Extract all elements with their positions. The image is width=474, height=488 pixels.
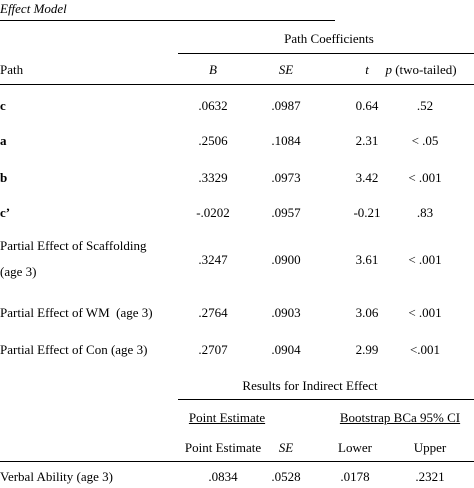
col-header-b: B bbox=[209, 62, 217, 77]
indirect-header-rule bbox=[0, 461, 474, 462]
row-path-label-cont: (age 3) bbox=[0, 264, 37, 279]
row-t-value: 3.06 bbox=[355, 305, 379, 320]
col-header-point-estimate: Point Estimate bbox=[184, 440, 262, 455]
col-header-se: SE bbox=[278, 62, 294, 77]
row-b-value: .2506 bbox=[198, 133, 228, 148]
col-header-upper: Upper bbox=[413, 440, 447, 455]
row-se-value: .0903 bbox=[271, 305, 301, 320]
row-p-value: .83 bbox=[416, 205, 434, 220]
indirect-point-value: .0834 bbox=[208, 469, 238, 484]
col-header-p bbox=[385, 62, 456, 78]
row-p-value: <.001 bbox=[409, 342, 441, 357]
bootstrap-group-header: Bootstrap BCa 95% CI bbox=[339, 410, 461, 425]
row-t-value: 2.31 bbox=[355, 133, 379, 148]
row-b-value: .2764 bbox=[198, 305, 228, 320]
row-p-value: < .001 bbox=[408, 252, 442, 267]
col-header-path: Path bbox=[0, 62, 24, 77]
path-coefficients-header: Path Coefficients bbox=[284, 31, 374, 46]
row-se-value: .0973 bbox=[271, 170, 301, 185]
indirect-effect-title: Results for Indirect Effect bbox=[242, 378, 378, 393]
row-p-value: < .001 bbox=[408, 305, 442, 320]
row-p-value: < .05 bbox=[411, 133, 439, 148]
row-p-value: < .001 bbox=[408, 170, 442, 185]
col-header-se: SE bbox=[278, 440, 294, 455]
row-path-label: Partial Effect of Con (age 3) bbox=[0, 342, 148, 357]
row-b-value: .3329 bbox=[198, 170, 228, 185]
row-t-value: 3.42 bbox=[355, 170, 379, 185]
row-se-value: .0900 bbox=[271, 252, 301, 267]
group-rule bbox=[178, 53, 474, 54]
col-header-p-label: (two-tailed) bbox=[391, 62, 457, 77]
row-t-value: 2.99 bbox=[355, 342, 379, 357]
col-header-lower: Lower bbox=[338, 440, 372, 455]
row-se-value: .0904 bbox=[271, 342, 301, 357]
indirect-upper-value: .2321 bbox=[415, 469, 445, 484]
top-rule bbox=[0, 20, 335, 21]
point-estimate-group-header: Point Estimate bbox=[188, 410, 266, 425]
row-t-value: 0.64 bbox=[355, 98, 379, 113]
table-caption: Effect Model bbox=[0, 1, 67, 16]
indirect-lower-value: .0178 bbox=[340, 469, 370, 484]
row-path-label: Partial Effect of WM (age 3) bbox=[0, 305, 153, 320]
row-se-value: .0987 bbox=[271, 98, 301, 113]
indirect-rule bbox=[178, 399, 474, 400]
indirect-se-value: .0528 bbox=[271, 469, 301, 484]
row-b-value: .2707 bbox=[198, 342, 228, 357]
col-header-t: t bbox=[365, 62, 369, 77]
row-path-label: c bbox=[0, 98, 6, 113]
indirect-row-label: Verbal Ability (age 3) bbox=[0, 469, 113, 484]
row-b-value: -.0202 bbox=[196, 205, 230, 220]
row-b-value: .0632 bbox=[198, 98, 228, 113]
header-rule bbox=[0, 84, 474, 85]
row-path-label: Partial Effect of Scaffolding bbox=[0, 238, 147, 253]
row-se-value: .0957 bbox=[271, 205, 301, 220]
row-t-value: -0.21 bbox=[353, 205, 381, 220]
row-se-value: .1084 bbox=[271, 133, 301, 148]
row-path-label: a bbox=[0, 133, 7, 148]
row-p-value: .52 bbox=[416, 98, 434, 113]
col-header-p-symbol: p bbox=[385, 62, 392, 77]
row-b-value: .3247 bbox=[198, 252, 228, 267]
row-path-label: c’ bbox=[0, 205, 11, 220]
row-t-value: 3.61 bbox=[355, 252, 379, 267]
row-path-label: b bbox=[0, 170, 8, 185]
